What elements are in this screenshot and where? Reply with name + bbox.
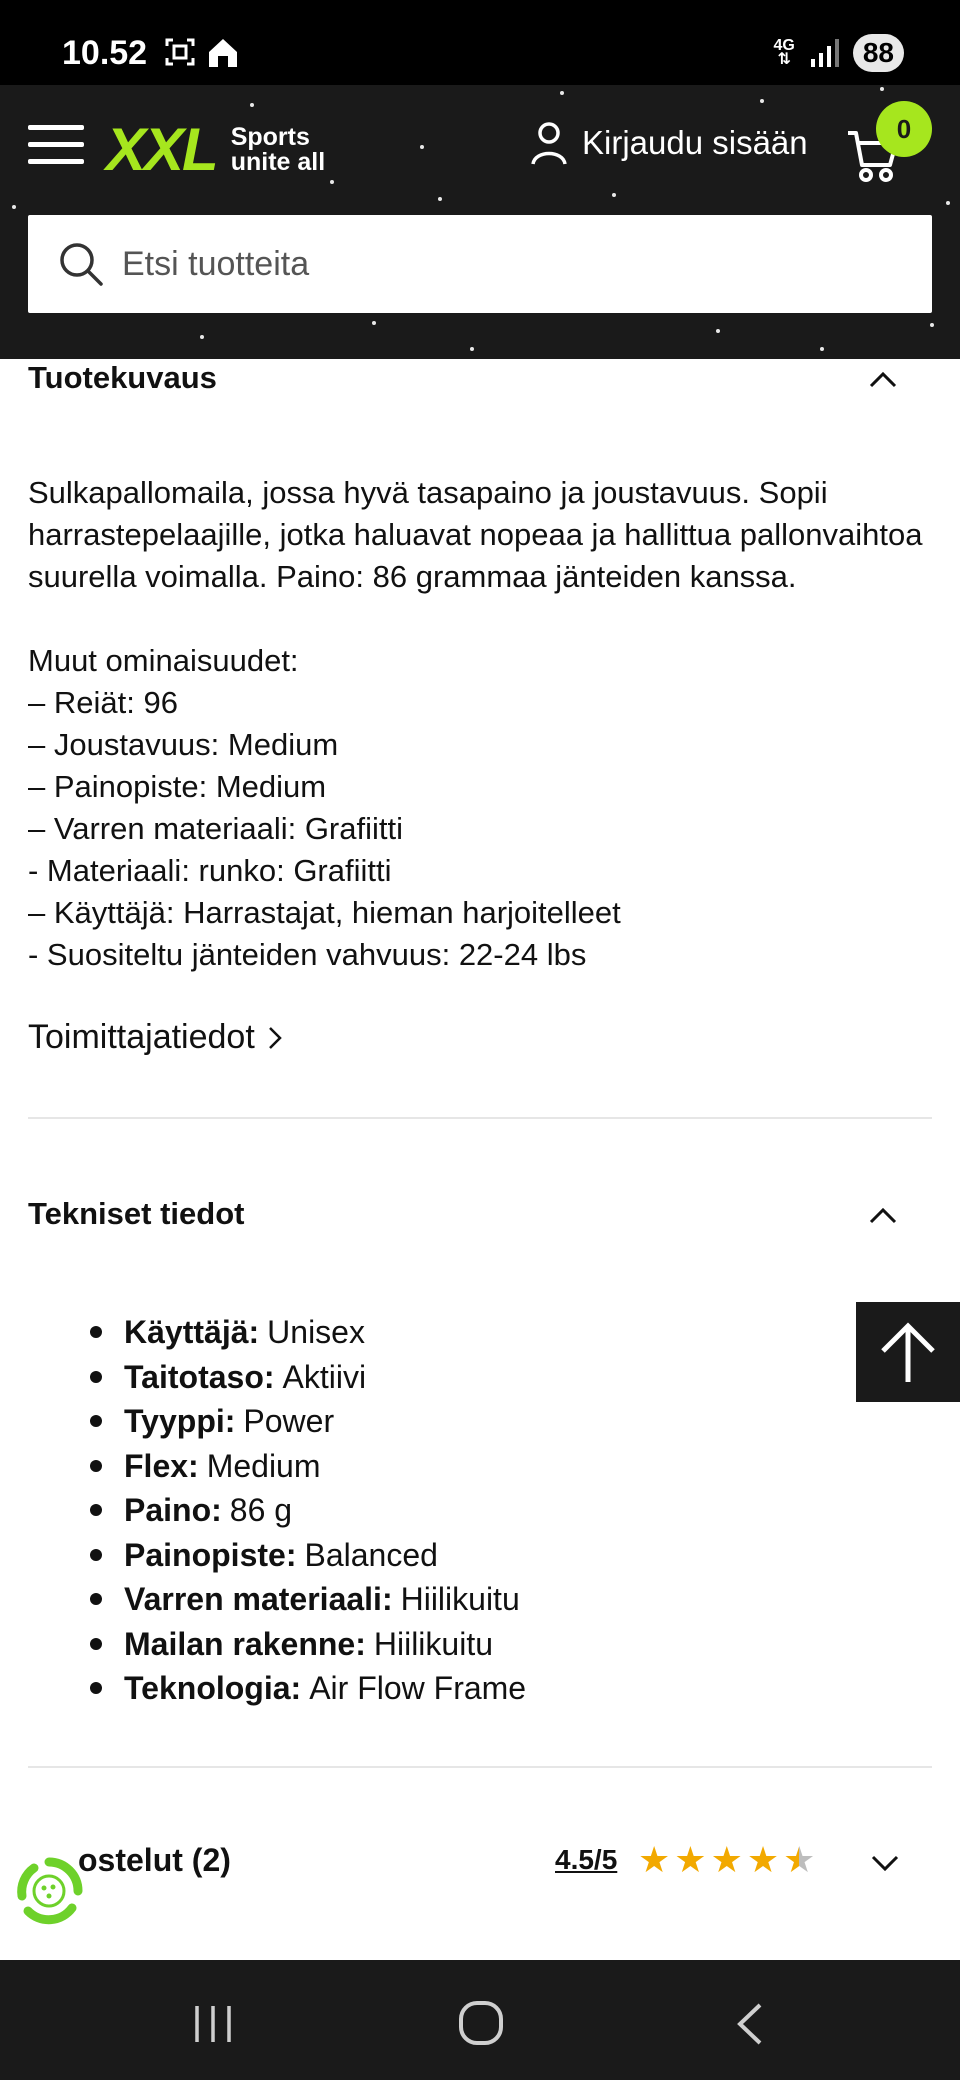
chevron-down-icon[interactable] bbox=[870, 1848, 900, 1878]
feature-line: – Joustavuus: Medium bbox=[28, 727, 339, 762]
spec-item: Flex: Medium bbox=[90, 1444, 526, 1489]
screenshot-icon bbox=[164, 36, 196, 68]
rating-text[interactable]: 4.5/5 bbox=[555, 1844, 618, 1875]
star-icon: ★ bbox=[710, 1839, 743, 1880]
status-time: 10.52 bbox=[62, 34, 148, 72]
battery-indicator: 88 bbox=[853, 34, 904, 72]
section-heading-description[interactable]: Tuotekuvaus bbox=[28, 360, 217, 395]
logo-wordmark: XXL bbox=[106, 116, 217, 183]
arrow-up-icon bbox=[879, 1320, 937, 1384]
star-icon: ★ bbox=[746, 1839, 780, 1880]
spec-item: Paino: 86 g bbox=[90, 1488, 526, 1533]
logo-tagline: Sports unite all bbox=[230, 122, 326, 176]
spec-item: Painopiste: Balanced bbox=[90, 1533, 526, 1578]
login-button[interactable] bbox=[530, 121, 808, 165]
spec-list bbox=[90, 1310, 526, 1711]
search-placeholder: Etsi tuotteita bbox=[122, 244, 310, 283]
supplier-info-label: Toimittajatiedot bbox=[28, 1018, 255, 1056]
home-status-icon bbox=[206, 36, 240, 70]
spec-item: Mailan rakenne: Hiilikuitu bbox=[90, 1622, 526, 1667]
product-description bbox=[28, 472, 938, 976]
star-icon: ★ bbox=[638, 1839, 671, 1880]
spec-item: Käyttäjä: Unisex bbox=[90, 1310, 526, 1355]
chevron-up-icon[interactable] bbox=[868, 1201, 898, 1231]
status-bar bbox=[0, 0, 960, 85]
features-title: Muut ominaisuudet: bbox=[28, 643, 299, 678]
cart-count-badge[interactable]: 0 bbox=[876, 101, 932, 157]
feature-line: – Käyttäjä: Harrastajat, hieman harjoitelleet bbox=[28, 895, 621, 930]
menu-button[interactable] bbox=[28, 125, 84, 165]
spec-item: Tyyppi: Power bbox=[90, 1399, 526, 1444]
feature-line: - Materiaali: runko: Grafiitti bbox=[28, 853, 392, 888]
home-icon[interactable] bbox=[458, 2000, 504, 2046]
description-text: Sulkapallomaila, jossa hyvä tasapaino ja joustavuus. Sopii harrastepelaajille, jotka haluavat nopeaa ja hallittua pallonvaihtoa suurella voimalla. Paino: 86 grammaa jänteiden kanssa. bbox=[28, 475, 923, 594]
chevron-right-icon bbox=[267, 1025, 283, 1051]
rating-stars bbox=[638, 1840, 815, 1880]
star-icon: ★ bbox=[674, 1839, 707, 1880]
feature-line: – Reiät: 96 bbox=[28, 685, 178, 720]
search-input[interactable] bbox=[28, 215, 932, 313]
recent-apps-icon[interactable] bbox=[192, 2004, 234, 2044]
feature-line: - Suositeltu jänteiden vahvuus: 22-24 lbs bbox=[28, 937, 587, 972]
spec-item: Taitotaso: Aktiivi bbox=[90, 1355, 526, 1400]
login-label: Kirjaudu sisään bbox=[582, 124, 808, 161]
feature-line: – Varren materiaali: Grafiitti bbox=[28, 811, 403, 846]
system-nav-bar bbox=[0, 1960, 960, 2080]
back-icon[interactable] bbox=[734, 2002, 764, 2046]
search-icon bbox=[58, 241, 104, 287]
chevron-up-icon[interactable] bbox=[868, 365, 898, 395]
signal-icon bbox=[809, 39, 839, 67]
half-star-icon: ★ bbox=[783, 1839, 816, 1880]
cookie-settings-icon[interactable] bbox=[14, 1856, 84, 1926]
site-header bbox=[0, 85, 960, 359]
network-label: 4G ⇅ bbox=[773, 37, 795, 68]
xxl-logo[interactable] bbox=[106, 115, 325, 184]
spec-item: Teknologia: Air Flow Frame bbox=[90, 1666, 526, 1711]
divider bbox=[28, 1766, 932, 1768]
section-heading-tech[interactable]: Tekniset tiedot bbox=[28, 1196, 245, 1231]
feature-line: – Painopiste: Medium bbox=[28, 769, 327, 804]
back-to-top-button[interactable] bbox=[856, 1302, 960, 1402]
reviews-label: ostelut (2) bbox=[78, 1842, 231, 1878]
reviews-section[interactable] bbox=[28, 1838, 932, 1888]
user-icon bbox=[530, 121, 568, 165]
spec-item: Varren materiaali: Hiilikuitu bbox=[90, 1577, 526, 1622]
divider bbox=[28, 1117, 932, 1119]
status-icons bbox=[164, 36, 240, 70]
supplier-info-link[interactable] bbox=[28, 1018, 283, 1057]
